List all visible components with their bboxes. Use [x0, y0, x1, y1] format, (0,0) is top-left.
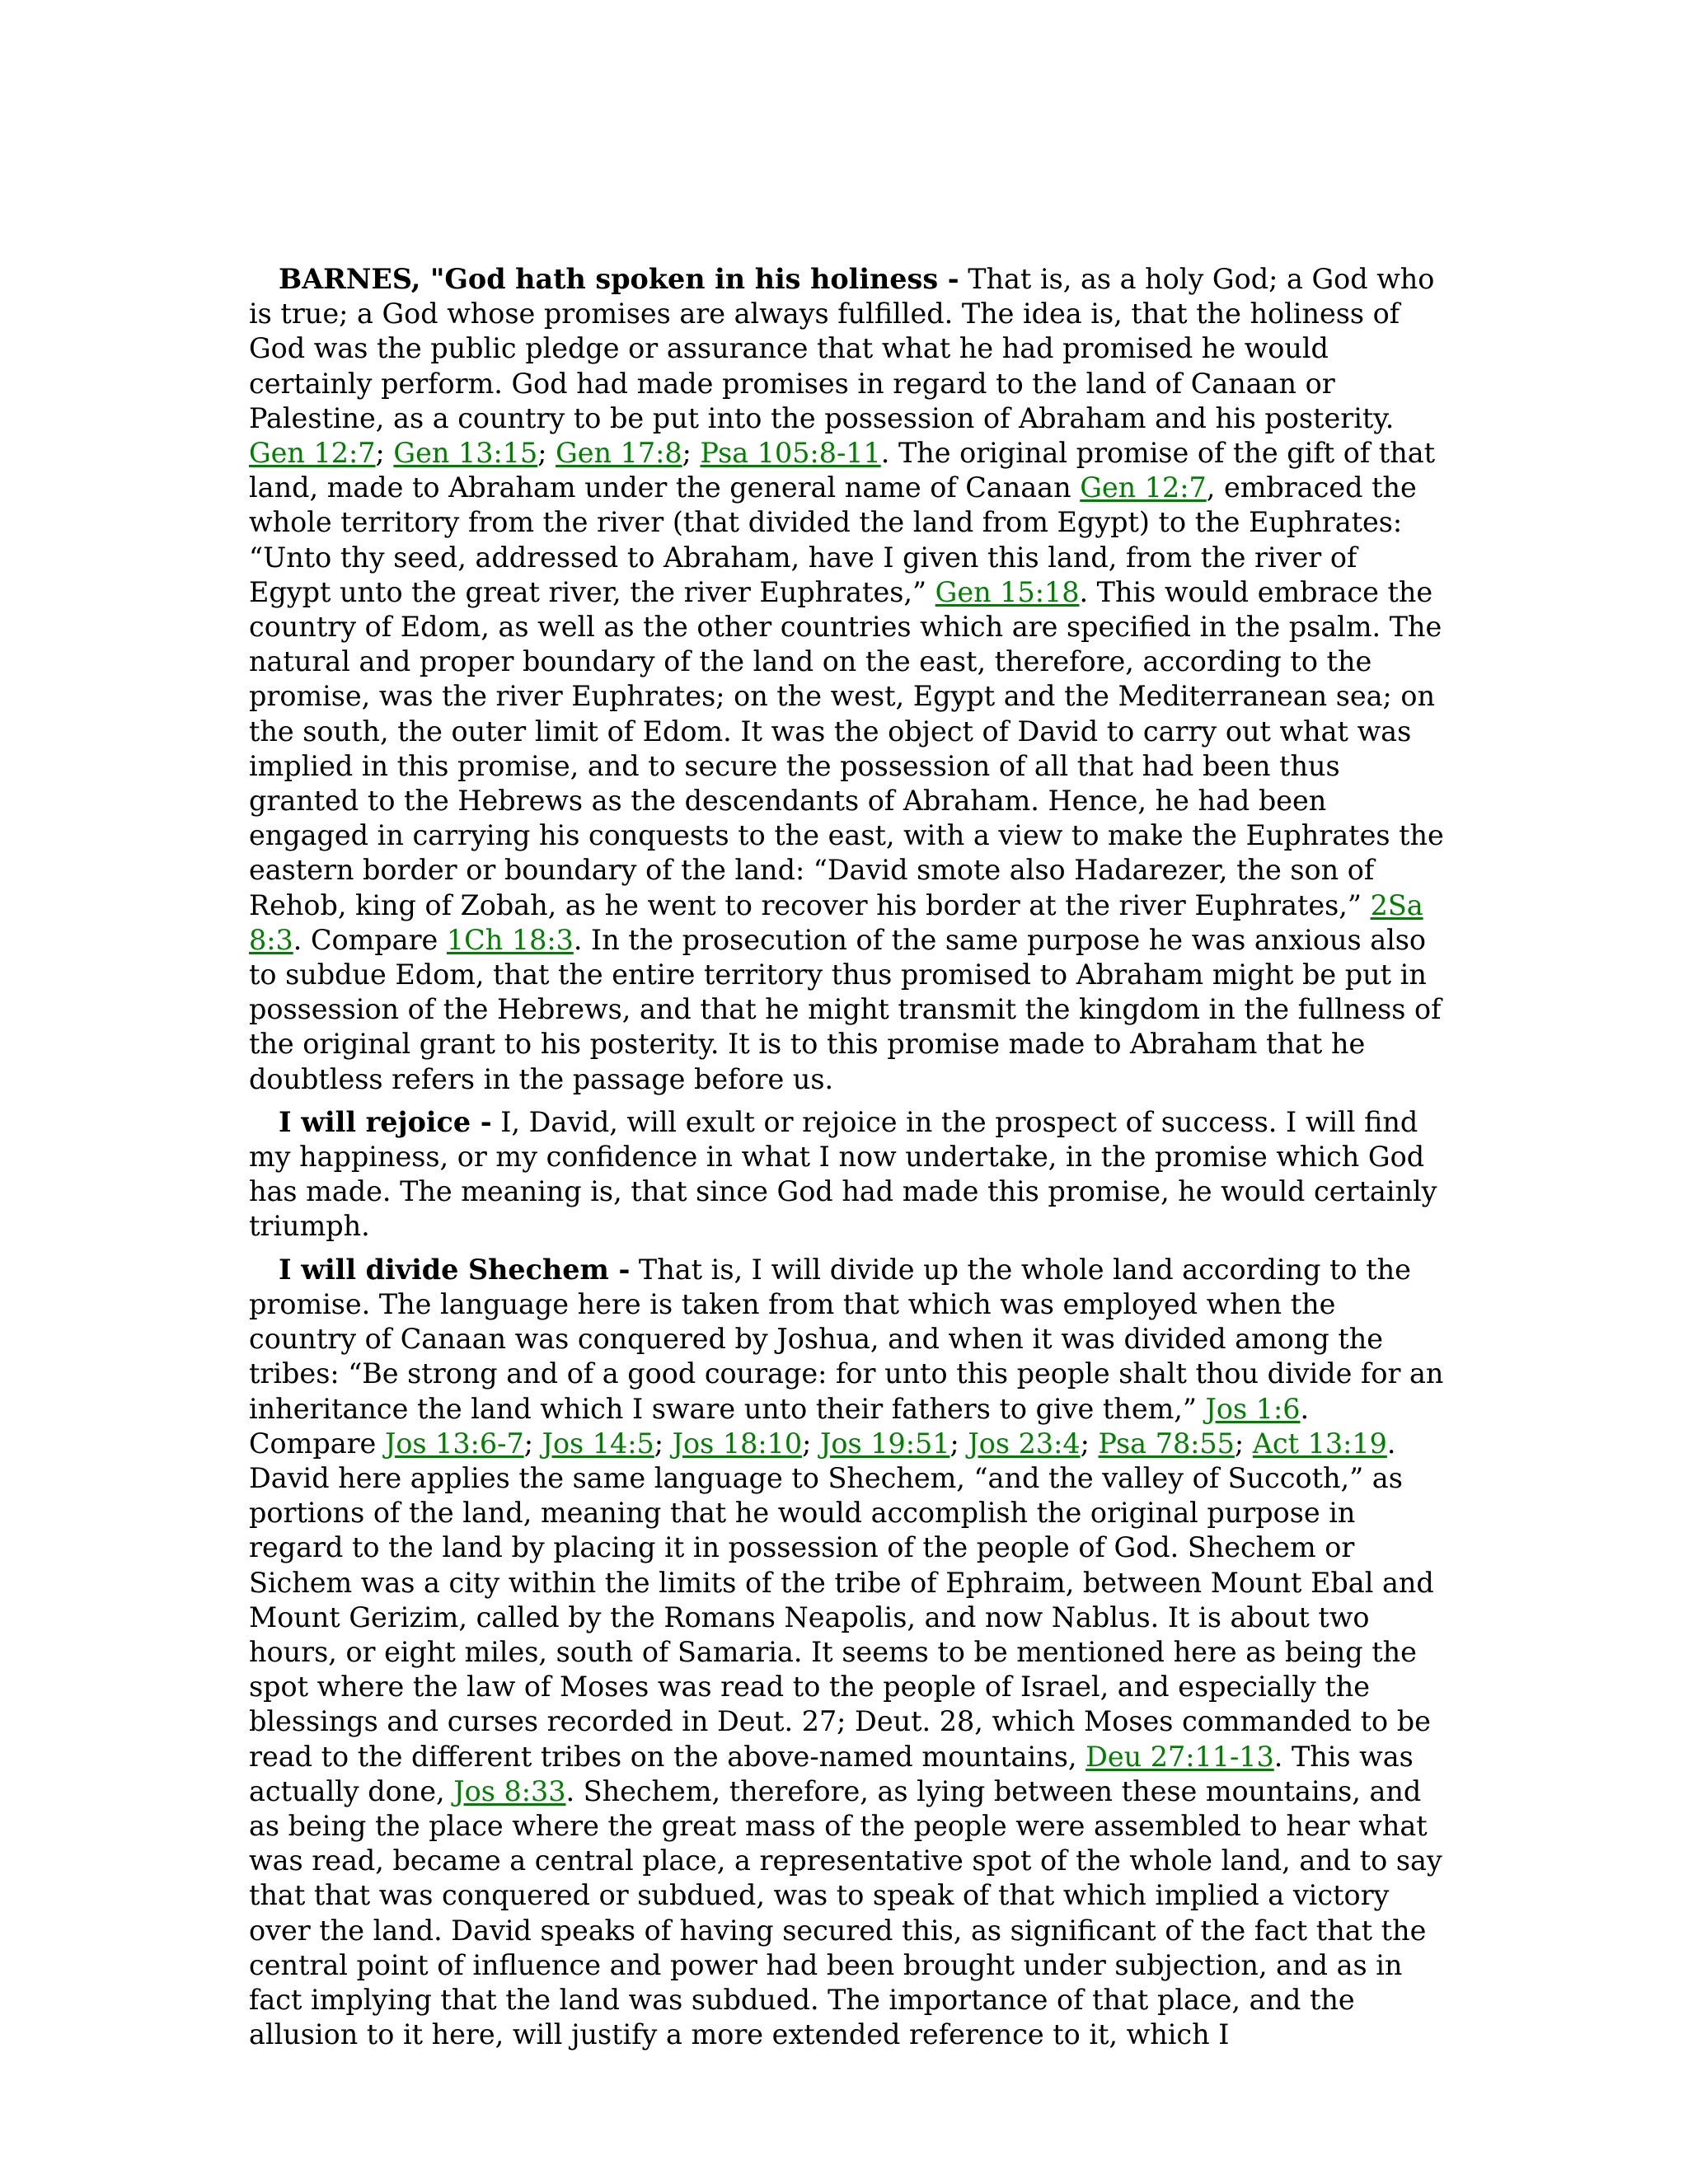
paragraph: [249, 1105, 1444, 1244]
paragraph-lead: I will rejoice -: [279, 1105, 492, 1138]
paragraph: [249, 1253, 1444, 2053]
text-span: ;: [654, 1427, 673, 1460]
commentary-page: [249, 262, 1444, 2060]
scripture-link[interactable]: Gen 12:7: [1080, 471, 1207, 504]
text-span: . The original promise of the gift of that land, made to Abraham under the general name of Canaan: [249, 437, 1436, 504]
text-span: . This was actually done,: [249, 1740, 1414, 1807]
paragraph-lead: I will divide Shechem -: [279, 1253, 631, 1286]
text-span: That is, as a holy God; a God who is true; a God whose promises are always fulfilled. The idea is, that the holiness of God was the public pledge or assurance that what he had promised he would certainly perform. God had made promises in regard to the land of Canaan or Palestine, as a country to be put into the possession of Abraham and his posterity.: [249, 263, 1435, 434]
text-span: . Shechem, therefore, as lying between these mountains, and as being the place where the great mass of the people were assembled to hear what was read, became a central place, a representative spot of the whole land, and to say that that was conquered or subdued, was to speak of that which implied a victory over the land. David speaks of having secured this, as significant of the fact that the central point of influence and power had been brought under subjection, and as in fact implying that the land was subdued. The importance of that place, and the allusion to it here, will justify a more extended reference to it, which I: [249, 1774, 1442, 2051]
text-span: ;: [682, 437, 701, 470]
scripture-link[interactable]: 2Sa 8:3: [249, 888, 1423, 956]
text-span: I, David, will exult or rejoice in the prospect of success. I will find my happiness, or my confidence in what I now undertake, in the promise which God has made. The meaning is, that since God had made this promise, he would certainly triumph.: [249, 1105, 1437, 1243]
text-span: , embraced the whole territory from the river (that divided the land from Egypt) to the Euphrates: “Unto thy seed, addressed to Abraham, have I given this land, from the river of Egypt unto the great river, the river Euphrates,”: [249, 471, 1417, 608]
text-span: ;: [537, 437, 556, 470]
text-span: . In the prosecution of the same purpose he was anxious also to subdue Edom, that the entire territory thus promised to Abraham might be put in possession of the Hebrews, and that he might transmit the kingdom in the fullness of the original grant to his posterity. It is to this promise made to Abraham that he doubtless refers in the passage before us.: [249, 923, 1442, 1095]
text-span: ;: [375, 437, 394, 470]
text-span: ;: [1080, 1427, 1099, 1460]
scripture-link[interactable]: Jos 1:6: [1205, 1392, 1301, 1425]
text-span: ;: [1234, 1427, 1253, 1460]
paragraph-lead: BARNES, "God hath spoken in his holiness -: [279, 263, 959, 295]
text-span: That is, I will divide up the whole land according to the promise. The language here is taken from that which was employed when the country of Canaan was conquered by Joshua, and when it was divided among the tribes: “Be strong and of a good courage: for unto this people shalt thou divide for an inheritance the land which I sware unto their fathers to give them,”: [249, 1253, 1444, 1425]
scripture-link[interactable]: Gen 15:18: [935, 575, 1080, 608]
scripture-link[interactable]: 1Ch 18:3: [446, 923, 574, 956]
text-span: ;: [802, 1427, 821, 1460]
text-span: . This would embrace the country of Edom, as well as the other countries which are specified in the psalm. The natural and proper boundary of the land on the east, therefore, according to the promise, was the river Euphrates; on the west, Egypt and the Mediterranean sea; on the south, the outer limit of Edom. It was the object of David to carry out what was implied in this promise, and to secure the possession of all that had been thus granted to the Hebrews as the descendants of Abraham. Hence, he had been engaged in carrying his conquests to the east, with a view to make the Euphrates the eastern border or boundary of the land: “David smote also Hadarezer, the son of Rehob, king of Zobah, as he went to recover his border at the river Euphrates,”: [249, 575, 1444, 921]
scripture-link[interactable]: Deu 27:11-13: [1085, 1740, 1274, 1773]
text-span: ;: [950, 1427, 968, 1460]
scripture-link[interactable]: Jos 14:5: [542, 1427, 654, 1460]
text-span: . Compare: [293, 923, 447, 956]
scripture-link[interactable]: Gen 12:7: [249, 437, 376, 470]
scripture-link[interactable]: Gen 13:15: [393, 437, 538, 470]
paragraph: [249, 262, 1444, 1097]
scripture-link[interactable]: Jos 23:4: [968, 1427, 1081, 1460]
text-span: . Compare: [249, 1392, 1310, 1460]
scripture-link[interactable]: Act 13:19: [1252, 1427, 1387, 1460]
scripture-link[interactable]: Psa 78:55: [1098, 1427, 1235, 1460]
scripture-link[interactable]: Psa 105:8-11: [700, 437, 881, 470]
scripture-link[interactable]: Jos 19:51: [820, 1427, 950, 1460]
scripture-link[interactable]: Jos 18:10: [672, 1427, 803, 1460]
scripture-link[interactable]: Jos 13:6-7: [384, 1427, 524, 1460]
scripture-link[interactable]: Gen 17:8: [556, 437, 682, 470]
scripture-link[interactable]: Jos 8:33: [453, 1774, 566, 1807]
text-span: ;: [523, 1427, 542, 1460]
text-span: . David here applies the same language to Shechem, “and the valley of Succoth,” as portions of the land, meaning that he would accomplish the original purpose in regard to the land by placing it in possession of the people of God. Shechem or Sichem was a city within the limits of the tribe of Ephraim, between Mount Ebal and Mount Gerizim, called by the Romans Neapolis, and now Nablus. It is about two hours, or eight miles, south of Samaria. It seems to be mentioned here as being the spot where the law of Moses was read to the people of Israel, and especially the blessings and curses recorded in Deut. 27; Deut. 28, which Moses commanded to be read to the different tribes on the above-named mountains,: [249, 1427, 1434, 1773]
